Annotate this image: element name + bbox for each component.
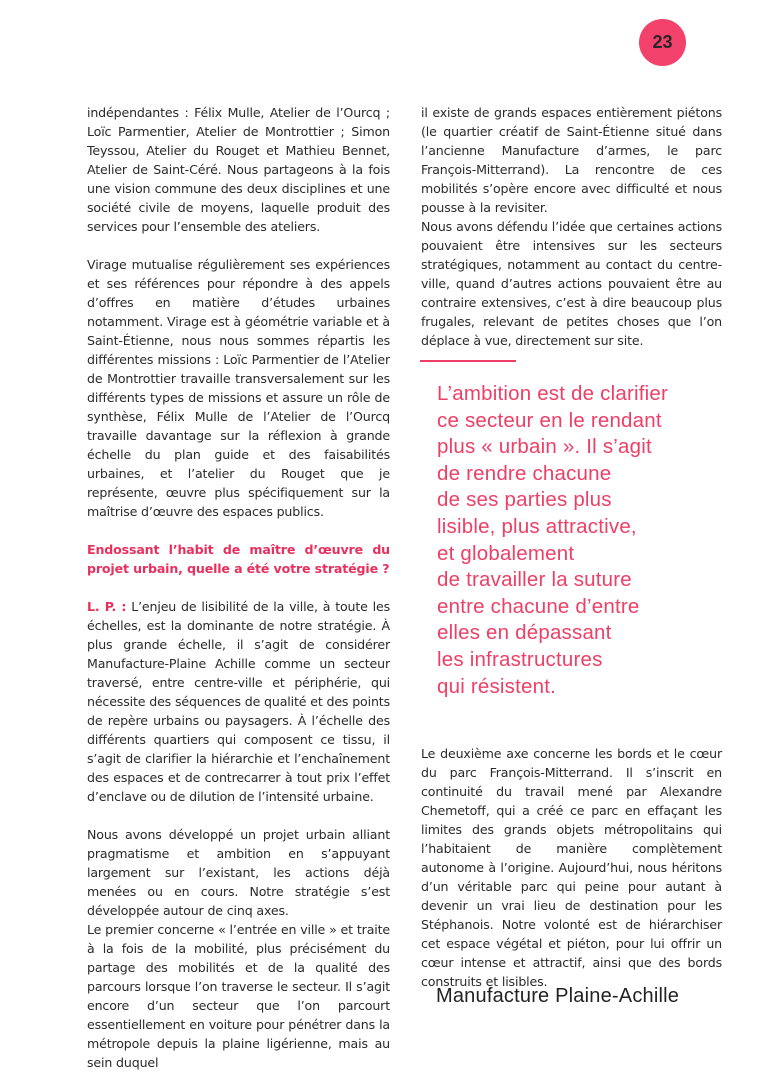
right-column-bottom <box>421 744 722 991</box>
interview-answer <box>87 597 390 806</box>
pull-quote-line: ce secteur en le rendant <box>437 408 662 432</box>
pull-quote-line: lisible, plus attractive, <box>437 514 637 538</box>
pull-quote-line: les infrastructures <box>437 647 603 671</box>
paragraph: Nous avons défendu l’idée que certaines actions pouvaient être intensives sur les secteurs stratégiques, notamment au contact du centre-ville, quand d’autres actions pouvaient être au contraire extensives, c’est à dire beaucoup plus frugales, relevant de petites choses que l’on déplace à vue, directement sur site. <box>421 219 722 348</box>
paragraph: Le premier concerne « l’entrée en ville » et traite à la fois de la mobilité, plus précisément du partage des mobilités et de la qualité des parcours lorsque l’on traverse le secteur. Il s’agit encore d’un secteur que l’on parcourt essentiellement en voiture pour pénétrer dans la métropole depuis la plaine ligérienne, mais au sein duquel <box>87 922 390 1070</box>
pull-quote-line: qui résistent. <box>437 674 557 698</box>
pull-quote-line: elles en dépassant <box>437 621 612 645</box>
paragraph: Nous avons développé un projet urbain alliant pragmatisme et ambition en s’appuyant largement sur l’existant, les actions déjà menées ou en cours. Notre stratégie s’est développée autour de cinq axes. <box>87 827 390 918</box>
paragraph: Virage mutualise régulièrement ses expériences et ses références pour répondre à des appels d’offres en matière d’études urbaines notamment. Virage est à géométrie variable et à Saint-Étienne, nous nous sommes répartis les différentes missions : Loïc Parmentier de l’Atelier de Montrottier travaille transversalement sur les différents types de missions et assure un rôle de synthèse, Félix Mulle de l’Atelier de l’Ourcq travaille davantage sur la réflexion à grande échelle du plan guide et des faisabilités urbaines, et l’atelier du Rouget que je représente, œuvre plus spécifiquement sur la maîtrise d’œuvre des espaces publics. <box>87 257 390 519</box>
page-number: 23 <box>652 32 673 52</box>
running-footer-title: Manufacture Plaine-Achille <box>436 985 680 1007</box>
pull-quote-line: et globalement <box>437 541 575 565</box>
pull-quote-line: de ses parties plus <box>437 488 612 512</box>
pull-quote-line: entre chacune d’entre <box>437 594 640 618</box>
paragraph: Le deuxième axe concerne les bords et le cœur du parc François-Mitterrand. Il s’inscrit en continuité du travail mené par Alexandre Chemetoff, qui a créé ce parc en effaçant les limites des grands objets métropolitains qui l’habitaient de manière complètement autonome à l’origine. Aujourd’hui, nous héritons d’un véritable parc qui peine pour autant à devenir un vrai lieu de destination pour les Stéphanois. Notre volonté est de hiérarchiser cet espace végétal et piéton, pour lui offrir un cœur intense et attractif, ainsi que des bords construits et lisibles. <box>421 746 722 989</box>
right-column-top <box>421 103 722 350</box>
pull-quote-line: de rendre chacune <box>437 461 612 485</box>
interview-question: Endossant l’habit de maître d’œuvre du projet urbain, quelle a été votre stratégie ? <box>87 542 390 576</box>
paragraph: indépendantes : Félix Mulle, Atelier de l’Ourcq ; Loïc Parmentier, Atelier de Montrottier ; Simon Teyssou, Atelier du Rouget et Mathieu Bennet, Atelier de Saint-Céré. Nous partageons à la fois une vision commune des deux disciplines et une société civile de moyens, laquelle produit des services pour l’ensemble des ateliers. <box>87 105 390 234</box>
pull-quote <box>437 381 737 700</box>
paragraph: il existe de grands espaces entièrement piétons (le quartier créatif de Saint-Étienne situé dans l’ancienne Manufacture d’armes, le parc François-Mitterrand). La rencontre de ces mobilités s’opère encore avec difficulté et nous pousse à la revisiter. <box>421 105 722 215</box>
pull-quote-line: plus « urbain ». Il s’agit <box>437 435 652 459</box>
answer-text: L’enjeu de lisibilité de la ville, à toute les échelles, est la dominante de notre stratégie. À plus grande échelle, il s’agit de considérer Manufacture-Plaine Achille comme un secteur traversé, entre centre-ville et périphérie, qui nécessite des séquences de qualité et des points de repère urbains ou paysagers. À l’échelle des différents quartiers qui composent ce tissu, il s’agit de clarifier la hiérarchie et l’enchaînement des espaces et de contrecarrer à tout prix l’effet d’enclave ou de dilution de l’intensité urbaine. <box>87 599 391 804</box>
pull-quote-line: L’ambition est de clarifier <box>437 382 669 405</box>
pull-quote-line: de travailler la suture <box>437 568 632 592</box>
speaker-initials: L. P. : <box>87 599 127 614</box>
left-column <box>87 103 390 1072</box>
page-number-badge <box>639 19 686 66</box>
pull-quote-divider <box>420 360 516 362</box>
